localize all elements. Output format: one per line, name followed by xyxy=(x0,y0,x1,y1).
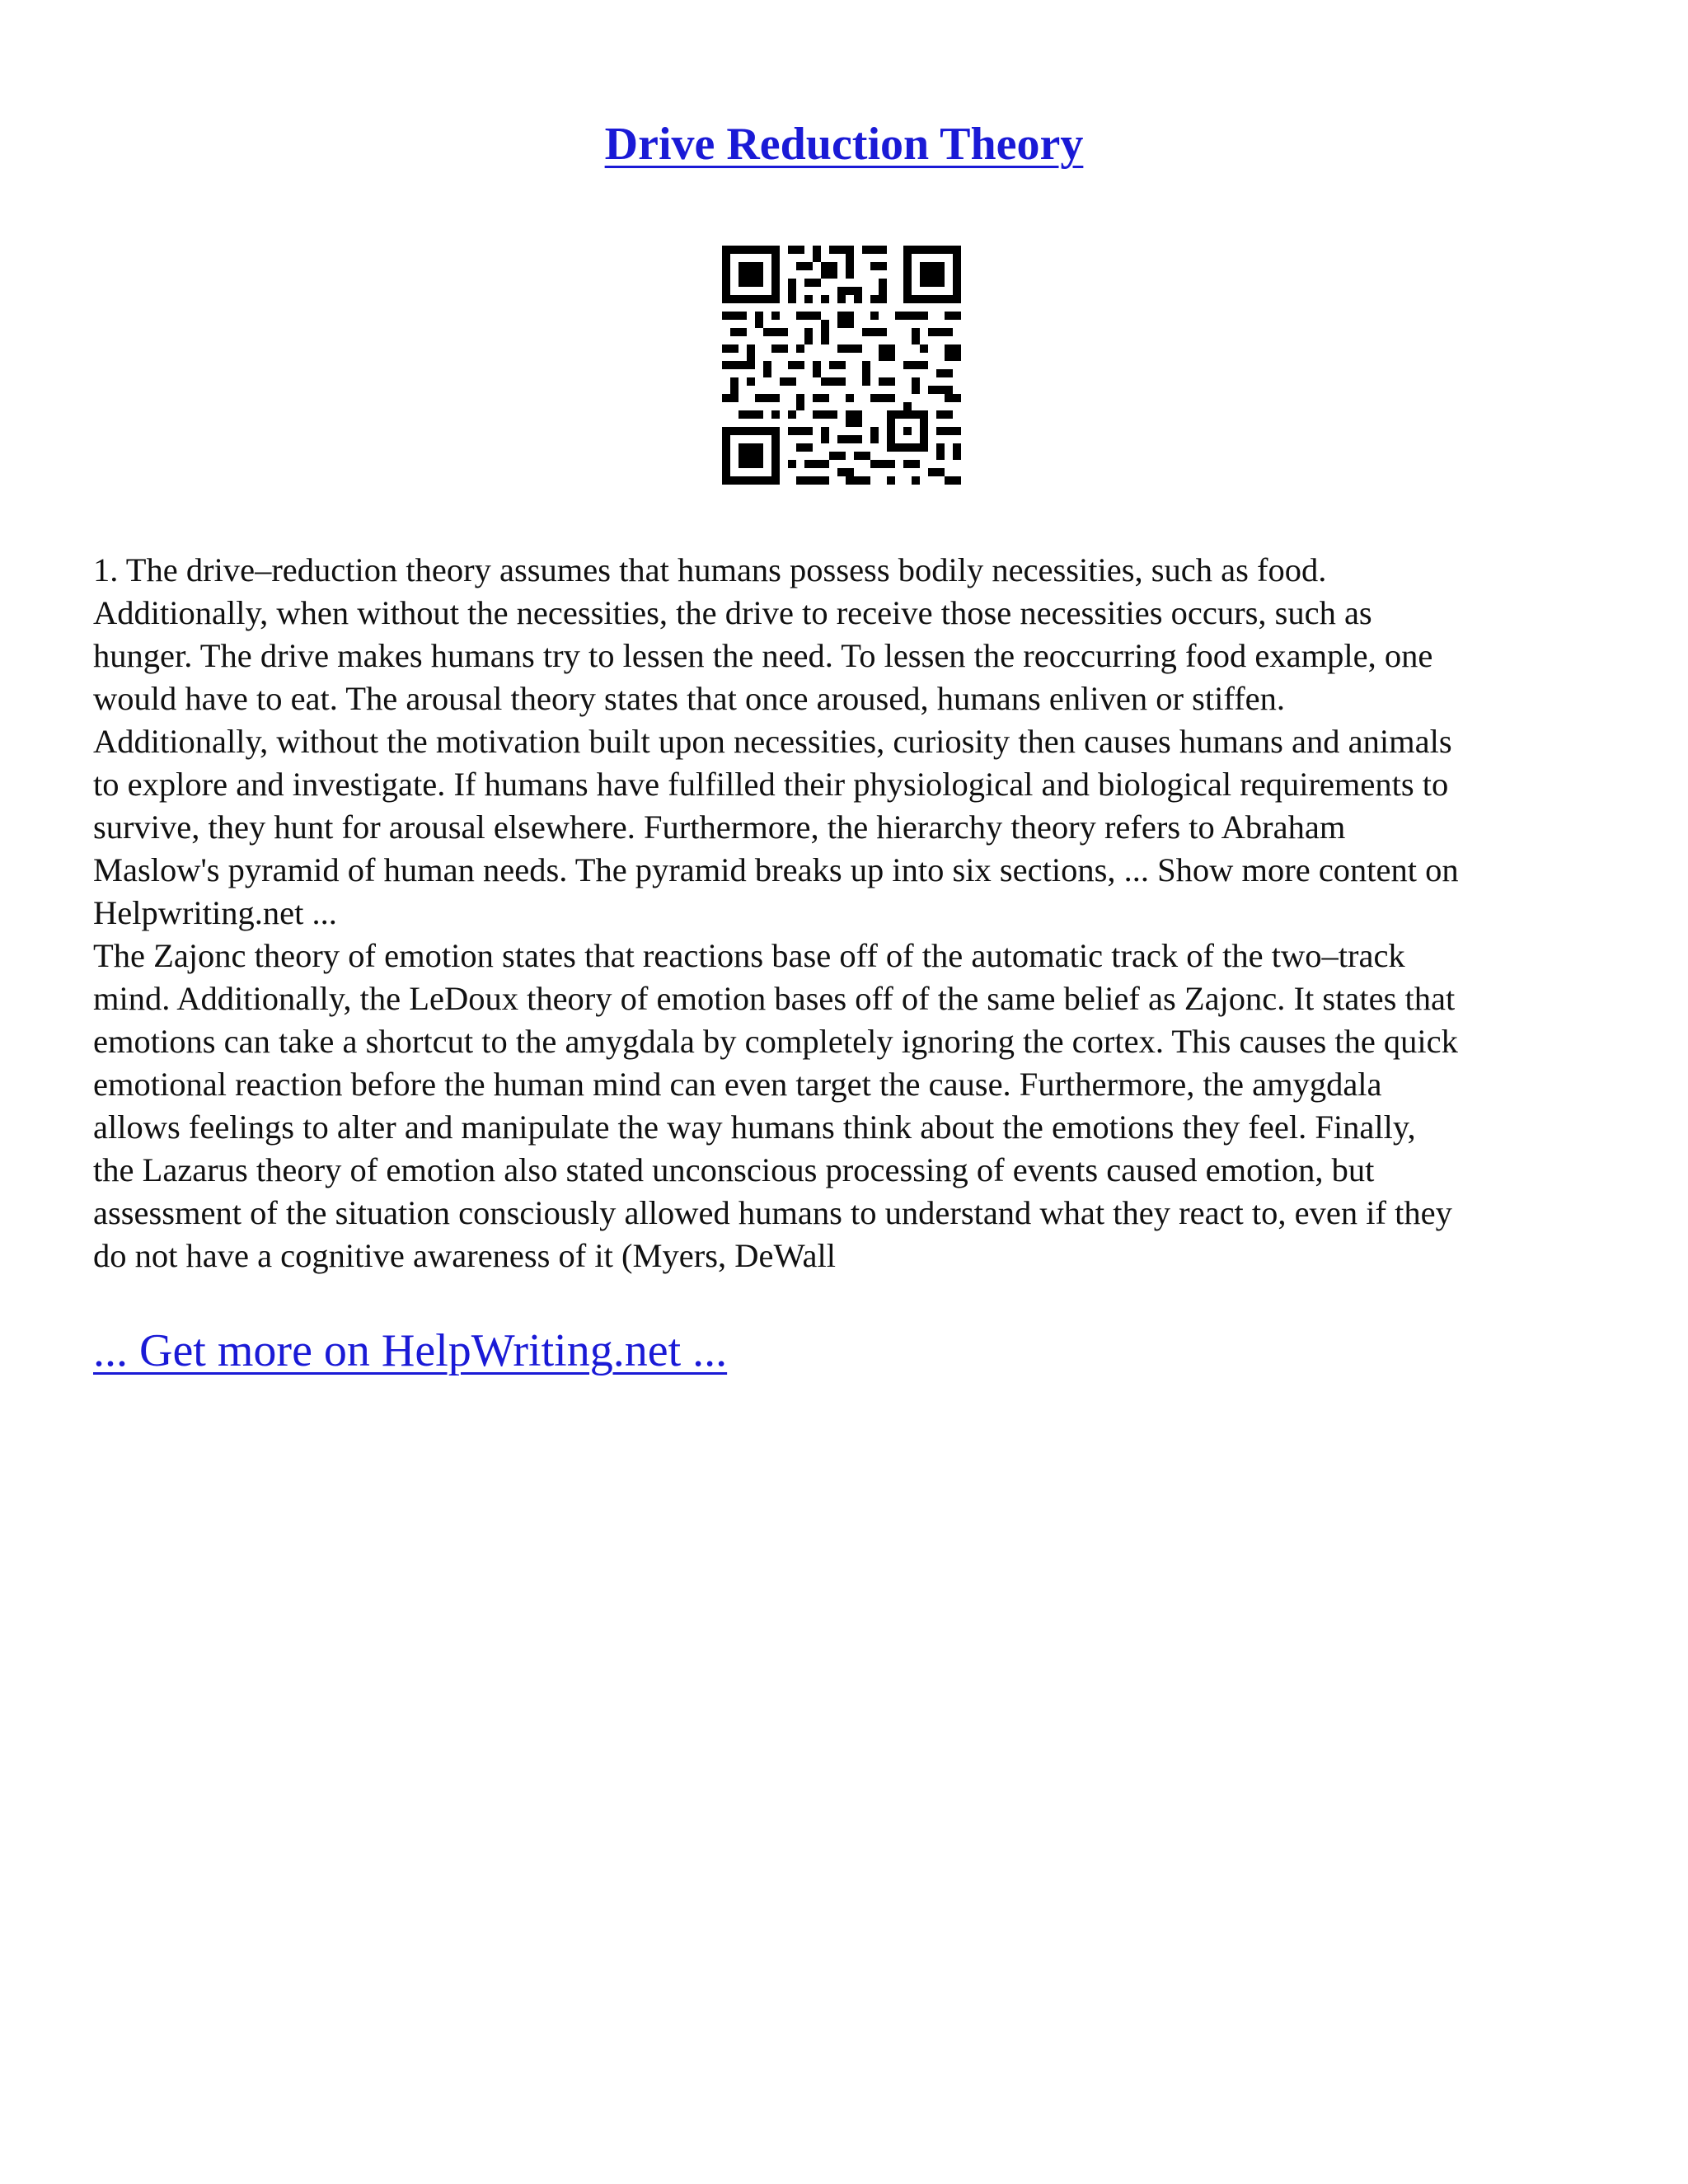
text-line: hunger. The drive makes humans try to lessen the need. To lessen the reoccurring food example, one xyxy=(93,637,1433,674)
text-line: Additionally, when without the necessities, the drive to receive those necessities occurs, such as xyxy=(93,594,1372,631)
body-text xyxy=(93,549,1601,1277)
text-line: emotions can take a shortcut to the amygdala by completely ignoring the cortex. This causes the quick xyxy=(93,1023,1458,1060)
text-line: would have to eat. The arousal theory states that once aroused, humans enliven or stiffen. xyxy=(93,680,1285,717)
text-line: emotional reaction before the human mind can even target the cause. Furthermore, the amygdala xyxy=(93,1066,1382,1103)
qr-code-graphic xyxy=(722,246,961,485)
text-line: do not have a cognitive awareness of it (Myers, DeWall xyxy=(93,1237,836,1274)
page-title xyxy=(0,115,1688,173)
title-link[interactable]: Drive Reduction Theory xyxy=(604,119,1084,170)
text-line: to explore and investigate. If humans have fulfilled their physiological and biological requirements to xyxy=(93,766,1449,803)
text-line: assessment of the situation consciously allowed humans to understand what they react to, even if they xyxy=(93,1194,1452,1231)
text-line: the Lazarus theory of emotion also stated unconscious processing of events caused emotion, but xyxy=(93,1151,1375,1188)
more-link-container xyxy=(93,1322,727,1380)
text-line: survive, they hunt for arousal elsewhere. Furthermore, the hierarchy theory refers to Abraham xyxy=(93,808,1346,846)
text-line: 1. The drive–reduction theory assumes that humans possess bodily necessities, such as food. xyxy=(93,551,1327,588)
get-more-link[interactable]: ... Get more on HelpWriting.net ... xyxy=(93,1325,728,1376)
text-line: Additionally, without the motivation built upon necessities, curiosity then causes humans and animals xyxy=(93,723,1452,760)
text-line: allows feelings to alter and manipulate the way humans think about the emotions they feel. Finally, xyxy=(93,1108,1416,1146)
qr-code-icon xyxy=(722,246,961,485)
text-line: Helpwriting.net ... xyxy=(93,894,337,931)
text-line: mind. Additionally, the LeDoux theory of emotion bases off of the same belief as Zajonc. It states that xyxy=(93,980,1456,1017)
text-line: The Zajonc theory of emotion states that reactions base off of the automatic track of the two–track xyxy=(93,937,1405,974)
text-line: Maslow's pyramid of human needs. The pyramid breaks up into six sections, ... Show more content on xyxy=(93,851,1459,888)
